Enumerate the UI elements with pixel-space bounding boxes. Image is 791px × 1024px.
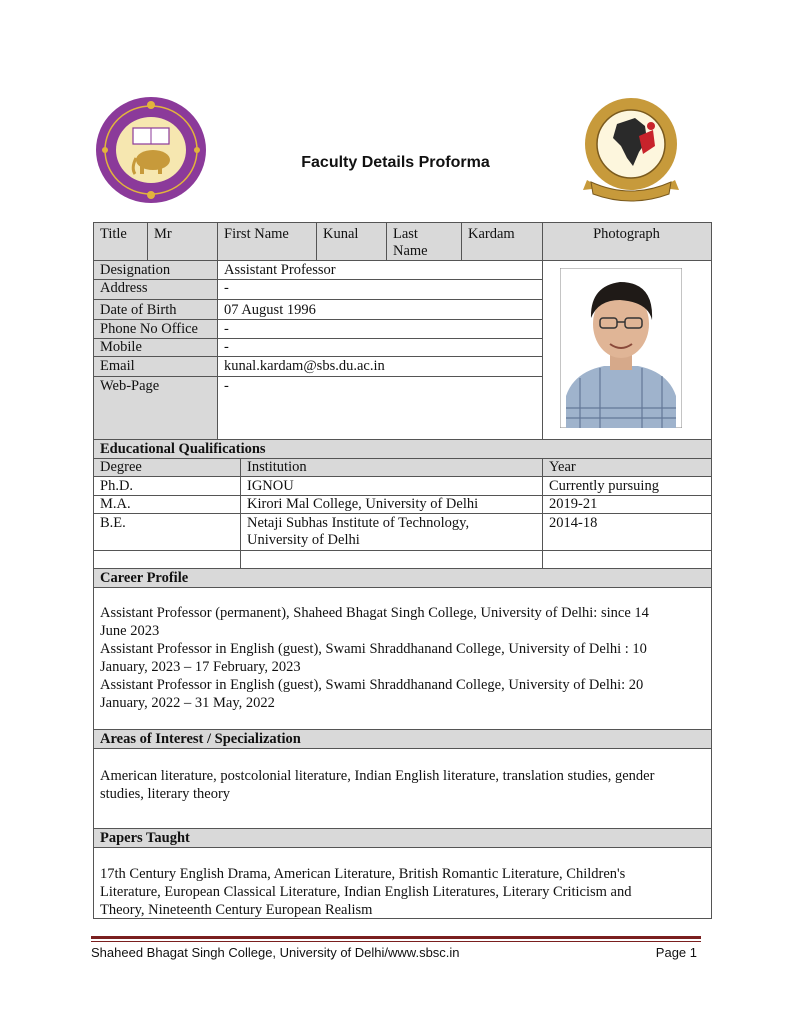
table-row-institution: IGNOU [247, 478, 294, 494]
table-row-degree: B.E. [100, 515, 126, 531]
table-row-year: 2019-21 [549, 496, 598, 512]
last-name-value: Kardam [468, 226, 515, 242]
address-value: - [224, 280, 229, 296]
mobile-value: - [224, 339, 229, 355]
first-name-value: Kunal [323, 226, 359, 242]
phone-label: Phone No Office [100, 321, 198, 337]
year-column-header: Year [549, 459, 576, 475]
table-row-institution: Netaji Subhas Institute of Technology, [247, 515, 470, 531]
title-label: Title [100, 226, 127, 242]
web-page-label: Web-Page [100, 378, 160, 394]
dob-value: 07 August 1996 [224, 302, 316, 318]
interests-text: American literature, postcolonial literature, Indian English literature, translation studies, gender studies, literary theory [100, 768, 655, 802]
designation-label: Designation [100, 262, 171, 278]
table-row-degree: M.A. [100, 496, 131, 512]
designation-value: Assistant Professor [224, 262, 336, 278]
page-title: Faculty Details Proforma [301, 154, 490, 171]
degree-column-header: Degree [100, 459, 142, 475]
email-label: Email [100, 358, 135, 374]
table-row-degree: Ph.D. [100, 478, 134, 494]
education-heading: Educational Qualifications [94, 440, 711, 458]
sbsc-seal-icon [581, 96, 681, 204]
web-page-value: - [224, 378, 229, 394]
papers-text: 17th Century English Drama, American Literature, British Romantic Literature, Children's Literature, European Classical Literature, Indian English Literatures, Literary Criticism and Theory, Nineteenth Century European Realism [100, 866, 632, 918]
dob-label: Date of Birth [100, 302, 177, 318]
last-name-label: Last [393, 226, 418, 242]
page-number: Page 1 [655, 945, 697, 960]
mobile-label: Mobile [100, 339, 142, 355]
address-label: Address [100, 280, 148, 296]
photograph-label: Photograph [593, 226, 660, 242]
last-name-label-line2: Name [393, 243, 428, 259]
papers-heading: Papers Taught [94, 829, 711, 847]
table-row-institution: Kirori Mal College, University of Delhi [247, 496, 479, 512]
footer-divider [91, 936, 701, 939]
faculty-photograph [560, 268, 682, 428]
institution-column-header: Institution [247, 459, 307, 475]
career-text: Assistant Professor (permanent), Shaheed Bhagat Singh College, University of Delhi: since 14 June 2023 Assistant Professor in English (guest), Swami Shraddhanand College, University of Delhi : 10 January, 2023 – 17 February, 2023 Assistant Professor in English (guest), Swami Shraddhanand College, University of Delhi: 20 January, 2022 – 31 May, 2022 [100, 605, 649, 711]
title-value: Mr [154, 226, 172, 242]
footer-college-url: Shaheed Bhagat Singh College, University of Delhi/www.sbsc.in [91, 945, 460, 960]
email-value: kunal.kardam@sbs.du.ac.in [224, 358, 385, 374]
interests-heading: Areas of Interest / Specialization [94, 730, 711, 748]
first-name-label: First Name [224, 226, 289, 242]
du-seal-icon [95, 96, 207, 204]
career-heading: Career Profile [94, 569, 711, 587]
phone-value: - [224, 321, 229, 337]
footer-divider-thin [91, 941, 701, 942]
faculty-table [93, 222, 712, 919]
table-row-year: Currently pursuing [549, 478, 659, 494]
table-row-year: 2014-18 [549, 515, 598, 531]
table-row-institution-line2: University of Delhi [247, 532, 360, 548]
